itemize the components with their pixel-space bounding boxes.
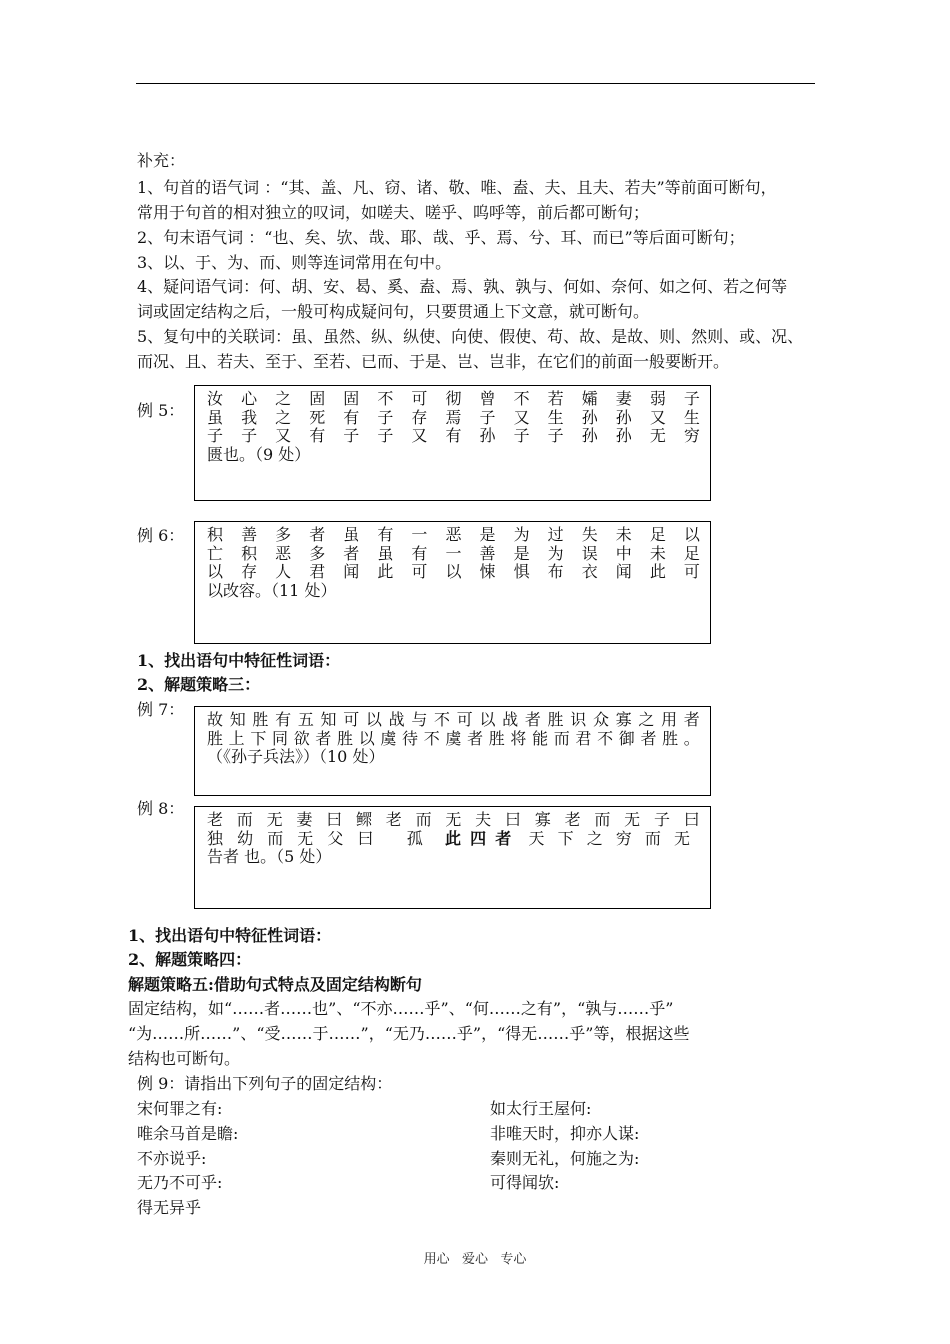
- char: 是: [479, 525, 496, 544]
- char: 子: [513, 426, 530, 445]
- char: 汝: [207, 389, 224, 408]
- char: 虽: [343, 525, 360, 544]
- char: 又: [275, 426, 292, 445]
- char: 之: [275, 389, 292, 408]
- example-8-label: 例 8：: [137, 799, 185, 818]
- example-9-left-item: 不亦说乎:: [137, 1149, 207, 1168]
- char: 曰: [683, 810, 700, 829]
- char: 心: [241, 389, 258, 408]
- char: 不: [423, 728, 440, 748]
- example-9-left-item: 得无异乎: [137, 1198, 202, 1217]
- char: 可: [343, 710, 360, 729]
- char: 知: [229, 710, 246, 729]
- char: 又: [411, 426, 428, 445]
- char: 若: [547, 389, 564, 408]
- example-7-row: [207, 730, 700, 749]
- char: 胜: [337, 728, 354, 748]
- example-9-left-item: 唯余马首是瞻:: [137, 1124, 239, 1143]
- example-5-row: [207, 427, 700, 446]
- char: 以: [445, 562, 462, 581]
- char: 能: [532, 728, 549, 748]
- char: 虞: [445, 728, 462, 748]
- char: 孙: [581, 407, 598, 427]
- char: 识: [570, 710, 587, 729]
- char: 恶: [275, 543, 292, 563]
- char: 有: [445, 426, 462, 445]
- char: 焉: [445, 407, 462, 427]
- example-8-row2-part1: 独幼而无父曰 孤: [207, 828, 437, 848]
- example-8-row: 告者 也。（5 处）: [207, 847, 332, 866]
- char: 可: [456, 710, 473, 729]
- char: 之: [275, 407, 292, 427]
- char: 战: [502, 710, 519, 729]
- char: 以: [207, 562, 224, 581]
- char: 孙: [581, 426, 598, 445]
- char: 过: [547, 525, 564, 544]
- steps-a-item: 2、解题策略三：: [137, 675, 261, 694]
- char: 孙: [615, 407, 632, 427]
- example-5-label: 例 5：: [137, 401, 185, 420]
- char: 与: [411, 710, 428, 729]
- char: 者: [467, 728, 484, 748]
- char: 者: [524, 710, 541, 729]
- char: 穷: [683, 426, 700, 445]
- char: 足: [649, 525, 666, 544]
- char: 彻: [445, 389, 462, 408]
- char: 故: [207, 710, 224, 729]
- char: 有: [309, 426, 326, 445]
- char: 亡: [207, 543, 224, 563]
- char: 御: [618, 728, 635, 748]
- supplement-line: 词或固定结构之后，一般可构成疑问句，只要贯通上下文意，就可断句。: [137, 302, 650, 321]
- header-rule: [136, 83, 815, 84]
- char: 可: [411, 389, 428, 408]
- char: 是: [513, 543, 530, 563]
- char: 胜: [207, 728, 224, 748]
- char: 积: [207, 525, 224, 544]
- char: 者: [315, 728, 332, 748]
- strategy-5-line: 固定结构，如“……者……也”、“不亦……乎”、“何……之有”，“孰与……乎”: [128, 999, 674, 1018]
- char: 以: [358, 728, 375, 748]
- example-8-row: [207, 830, 700, 849]
- example-6-text: [207, 526, 700, 600]
- char: 胜: [547, 710, 564, 729]
- example-9-label: 例 9：请指出下列句子的固定结构：: [137, 1074, 393, 1093]
- char: 未: [649, 543, 666, 563]
- char: 鳏: [355, 810, 372, 829]
- example-7-row: （《孙子兵法》）（10 处）: [207, 747, 385, 766]
- char: 子: [653, 810, 670, 829]
- char: 积: [241, 543, 258, 563]
- supplement-line: 1、句首的语气词 ：“其、盖、凡、窃、诸、敬、唯、盍、夫、且夫、若夫”等前面可断句，: [137, 178, 777, 197]
- example-8-text: [207, 811, 700, 867]
- char: 胜: [252, 710, 269, 729]
- char: 足: [683, 543, 700, 563]
- supplement-line: 3、以、于、为、而、则等连词常用在句中。: [137, 253, 452, 272]
- char: 孀: [581, 389, 598, 408]
- char: 子: [241, 426, 258, 445]
- char: 未: [615, 525, 632, 544]
- char: 存: [411, 407, 428, 427]
- char: 寡: [534, 810, 551, 829]
- char: 夫: [475, 810, 492, 829]
- char: 存: [241, 562, 258, 581]
- example-9-right-item: 可得闻欤:: [490, 1173, 560, 1192]
- example-6-box: [194, 521, 711, 644]
- char: 善: [241, 525, 258, 544]
- char: 一: [411, 525, 428, 544]
- char: 有: [377, 525, 394, 544]
- char: 虽: [377, 543, 394, 563]
- char: 无: [445, 810, 462, 829]
- example-5-row: 匮也。（9 处）: [207, 444, 311, 464]
- example-9-left-item: 无乃不可乎:: [137, 1173, 223, 1192]
- char: 子: [343, 426, 360, 445]
- char: 不: [597, 728, 614, 748]
- strategy-5-line: “为……所……”、“受……于……”，“无乃……乎”，“得无……乎”等，根据这些: [128, 1024, 690, 1043]
- steps-a-item: 1、找出语句中特征性词语：: [137, 651, 341, 670]
- char: 之: [638, 710, 655, 729]
- example-6-row: [207, 526, 700, 545]
- steps-b-item: 2、解题策略四：: [128, 950, 252, 969]
- example-5-row: [207, 390, 700, 409]
- char: 无: [266, 810, 283, 829]
- char: 失: [581, 525, 598, 544]
- example-8-row2-part3: 天下之穷而无: [528, 828, 700, 848]
- char: 子: [207, 426, 224, 445]
- char: 死: [309, 407, 326, 427]
- example-5-text: [207, 390, 700, 464]
- supplement-heading: 补充：: [137, 151, 186, 170]
- char: 同: [272, 728, 289, 748]
- example-6-row: 以改容。（11 处）: [207, 580, 337, 600]
- example-9-left-item: 宋何罪之有:: [137, 1099, 223, 1118]
- char: 此: [377, 562, 394, 581]
- char: 以: [365, 710, 382, 729]
- char: 子: [377, 407, 394, 427]
- char: 下: [250, 728, 267, 748]
- char: 者: [683, 710, 700, 729]
- char: 有: [343, 407, 360, 427]
- char: 妻: [615, 389, 632, 408]
- char: 用: [661, 710, 678, 729]
- supplement-line: 2、句末语气词 ：“也、矣、欤、哉、耶、哉、乎、焉、兮、耳、而已”等后面可断句；: [137, 228, 745, 247]
- char: 人: [275, 562, 292, 581]
- example-5-row: [207, 409, 700, 428]
- char: 又: [513, 407, 530, 427]
- char: 胜: [488, 728, 505, 748]
- char: 一: [445, 543, 462, 563]
- example-9-right-item: 如太行王屋何:: [490, 1099, 592, 1118]
- example-7-text: [207, 711, 700, 767]
- char: 将: [510, 728, 527, 748]
- char: 不: [434, 710, 451, 729]
- char: 闻: [615, 562, 632, 581]
- strategy-5-title: 解题策略五:借助句式特点及固定结构断句: [128, 975, 422, 994]
- example-9-right-item: 非唯天时，抑亦人谋:: [490, 1124, 640, 1143]
- example-5-box: [194, 385, 711, 501]
- example-7-row: [207, 711, 700, 730]
- example-6-row: [207, 563, 700, 582]
- char: 而: [594, 810, 611, 829]
- char: 待: [402, 728, 419, 748]
- char: 寡: [615, 710, 632, 729]
- example-6-row: [207, 545, 700, 564]
- char: 多: [309, 543, 326, 563]
- char: 悚: [479, 562, 496, 581]
- strategy-5-line: 结构也可断句。: [128, 1049, 241, 1068]
- supplement-line: 而况、且、若夫、至于、至若、已而、于是、岂、岂非，在它们的前面一般要断开。: [137, 352, 730, 371]
- char: 虽: [207, 407, 224, 427]
- char: 弱: [649, 389, 666, 408]
- char: 君: [575, 728, 592, 748]
- char: 闻: [343, 562, 360, 581]
- example-8-row2-bold: 此四者: [445, 828, 521, 848]
- char: 中: [615, 543, 632, 563]
- char: 君: [309, 562, 326, 581]
- char: 惧: [513, 562, 530, 581]
- char: 众: [592, 710, 609, 729]
- example-8-row: [207, 811, 700, 830]
- char: 妻: [296, 810, 313, 829]
- char: 生: [683, 407, 700, 427]
- char: 无: [624, 810, 641, 829]
- char: 固: [309, 389, 326, 408]
- char: 虞: [380, 728, 397, 748]
- char: 恶: [445, 525, 462, 544]
- char: 有: [411, 543, 428, 563]
- char: 为: [547, 543, 564, 563]
- char: 不: [377, 389, 394, 408]
- page-footer: 用心 爱心 专心: [423, 1252, 527, 1267]
- char: 而: [553, 728, 570, 748]
- example-7-label: 例 7：: [137, 700, 185, 719]
- char: 又: [649, 407, 666, 427]
- char: 子: [547, 426, 564, 445]
- char: 子: [377, 426, 394, 445]
- char: 可: [411, 562, 428, 581]
- char: 不: [513, 389, 530, 408]
- char: 固: [343, 389, 360, 408]
- char: 可: [683, 562, 700, 581]
- char: 我: [241, 407, 258, 427]
- char: 老: [385, 810, 402, 829]
- char: 者: [309, 525, 326, 544]
- char: 欲: [293, 728, 310, 748]
- char: 知: [320, 710, 337, 729]
- example-8-box: [194, 806, 711, 909]
- example-9-right-item: 秦则无礼，何施之为:: [490, 1149, 640, 1168]
- supplement-line: 5、复句中的关联词：虽、虽然、纵、纵使、向使、假使、苟、故、是故、则、然则、或、况、: [137, 327, 804, 346]
- char: 。: [683, 728, 700, 748]
- char: 老: [564, 810, 581, 829]
- char: 曰: [504, 810, 521, 829]
- char: 老: [207, 810, 224, 829]
- char: 而: [415, 810, 432, 829]
- char: 者: [640, 728, 657, 748]
- char: 有: [275, 710, 292, 729]
- char: 者: [343, 543, 360, 563]
- char: 胜: [662, 728, 679, 748]
- char: 以: [683, 525, 700, 544]
- char: 上: [228, 728, 245, 748]
- steps-b-item: 1、找出语句中特征性词语：: [128, 926, 332, 945]
- char: 孙: [615, 426, 632, 445]
- char: 生: [547, 407, 564, 427]
- char: 衣: [581, 562, 598, 581]
- char: 孙: [479, 426, 496, 445]
- char: 误: [581, 543, 598, 563]
- char: 为: [513, 525, 530, 544]
- char: 多: [275, 525, 292, 544]
- char: 而: [236, 810, 253, 829]
- char: 布: [547, 562, 564, 581]
- char: 曰: [326, 810, 343, 829]
- char: 战: [388, 710, 405, 729]
- char: 曾: [479, 389, 496, 408]
- char: 此: [649, 562, 666, 581]
- char: 无: [649, 426, 666, 445]
- char: 以: [479, 710, 496, 729]
- char: 子: [479, 407, 496, 427]
- supplement-line: 常用于句首的相对独立的叹词，如嗟夫、嗟乎、呜呼等，前后都可断句；: [137, 203, 650, 222]
- char: 善: [479, 543, 496, 563]
- char: 子: [683, 389, 700, 408]
- example-7-box: [194, 706, 711, 796]
- char: 五: [297, 710, 314, 729]
- supplement-line: 4、疑问语气词：何、胡、安、曷、奚、盍、焉、孰、孰与、何如、奈何、如之何、若之何等: [137, 277, 788, 296]
- example-6-label: 例 6：: [137, 526, 185, 545]
